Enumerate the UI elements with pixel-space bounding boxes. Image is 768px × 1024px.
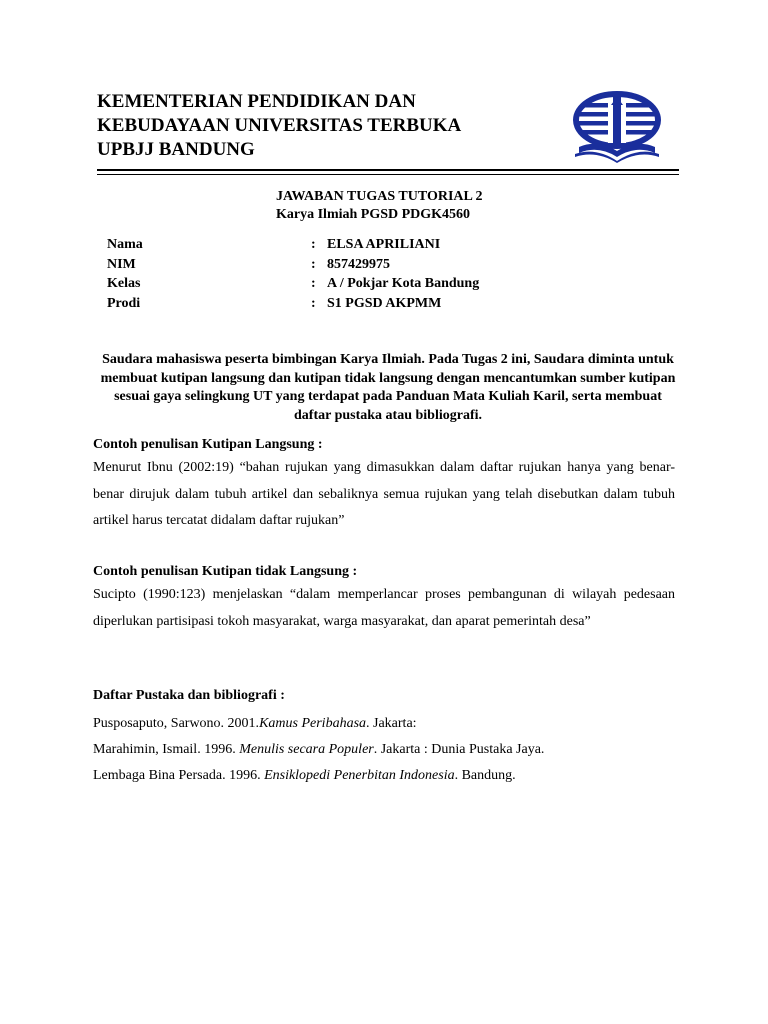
ref-author-year: Pusposaputo, Sarwono. 2001. xyxy=(93,716,260,731)
ref-title: Kamus Peribahasa xyxy=(259,716,367,731)
ref-title: Ensiklopedi Penerbitan Indonesia xyxy=(264,768,455,783)
bibliography-heading: Daftar Pustaka dan bibliografi : xyxy=(93,688,285,703)
info-colon: : xyxy=(311,237,316,252)
ref-publisher: . Bandung. xyxy=(454,768,516,783)
info-value: A / Pokjar Kota Bandung xyxy=(327,276,480,291)
assignment-title-block xyxy=(276,188,483,224)
assignment-subtitle: Karya Ilmiah PGSD PDGK4560 xyxy=(276,207,471,222)
assignment-title: JAWABAN TUGAS TUTORIAL 2 xyxy=(276,189,483,204)
info-label: Prodi xyxy=(107,295,141,311)
info-colon: : xyxy=(311,295,316,311)
header-divider-thick xyxy=(97,169,679,171)
info-row-kelas xyxy=(107,274,567,294)
ref-publisher: . Jakarta: xyxy=(366,716,417,731)
direct-quote-heading: Contoh penulisan Kutipan Langsung : xyxy=(93,437,323,452)
institution-line-2: KEBUDAYAAN UNIVERSITAS TERBUKA xyxy=(97,115,462,136)
info-colon: : xyxy=(311,256,316,272)
info-row-nim xyxy=(107,255,567,275)
info-colon: : xyxy=(311,276,316,291)
ref-title: Menulis secara Populer xyxy=(239,742,374,757)
indirect-quote-heading: Contoh penulisan Kutipan tidak Langsung : xyxy=(93,564,358,579)
bibliography-item xyxy=(93,737,683,763)
open-book-globe-logo-icon xyxy=(571,91,663,163)
info-value: ELSA APRILIANI xyxy=(327,237,441,252)
info-label: Nama xyxy=(107,237,143,252)
info-value: S1 PGSD AKPMM xyxy=(327,295,442,311)
info-value: 857429975 xyxy=(327,256,390,272)
info-label: NIM xyxy=(107,256,136,272)
info-row-nama xyxy=(107,235,567,255)
student-info-table xyxy=(107,235,567,313)
info-label: Kelas xyxy=(107,276,141,291)
ref-publisher: . Jakarta : Dunia Pustaka Jaya. xyxy=(373,742,545,757)
institution-line-1: KEMENTERIAN PENDIDIKAN DAN xyxy=(97,91,416,112)
ref-author-year: Marahimin, Ismail. 1996. xyxy=(93,742,240,757)
ref-author-year: Lembaga Bina Persada. 1996. xyxy=(93,768,265,783)
direct-quote-paragraph: Menurut Ibnu (2002:19) “bahan rujukan yang dimasukkan dalam daftar rujukan hanya yang benar-benar dirujuk dalam tubuh artikel dan sebaliknya semua rujukan yang telah disebutkan dalam tubuh artikel harus tercatat didalam daftar rujukan” xyxy=(93,460,675,528)
header-divider-thin xyxy=(97,174,679,175)
info-row-prodi xyxy=(107,294,567,314)
institution-header xyxy=(97,90,517,162)
institution-line-3: UPBJJ BANDUNG xyxy=(97,139,255,160)
bibliography-list xyxy=(93,711,683,789)
indirect-quote-paragraph: Sucipto (1990:123) menjelaskan “dalam memperlancar proses pembangunan di wilayah pedesaan diperlukan partisipasi tokoh masyarakat, warga masyarakat, dan aparat pemerintah desa” xyxy=(93,587,675,629)
instruction-paragraph: Saudara mahasiswa peserta bimbingan Karya Ilmiah. Pada Tugas 2 ini, Saudara diminta untuk membuat kutipan langsung dan kutipan tidak langsung dengan mencantumkan sumber kutipan sesuai gaya selingkung UT yang terdapat pada Panduan Mata Kuliah Karil, serta membuat daftar pustaka atau bibliografi. xyxy=(100,352,676,423)
bibliography-item xyxy=(93,763,683,789)
bibliography-item xyxy=(93,711,683,737)
